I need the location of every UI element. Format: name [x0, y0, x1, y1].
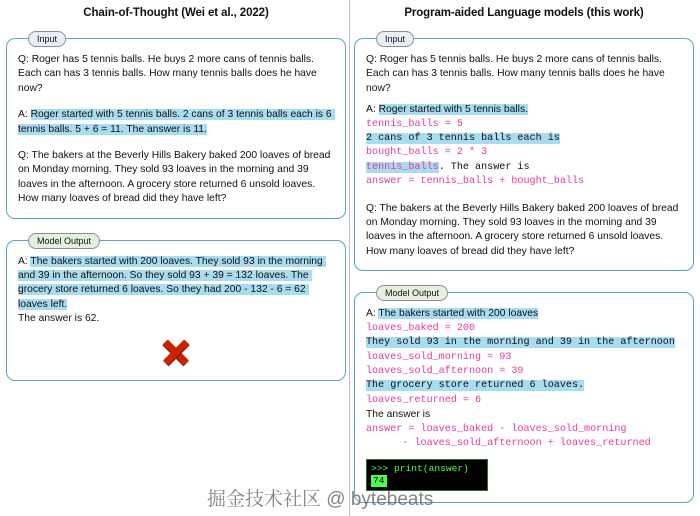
right-output-line-4: loaves_sold_afternoon = 39 — [366, 365, 524, 377]
right-output-line-2: They sold 93 in the morning and 39 in the afternoon — [366, 337, 675, 349]
right-input-question-1: Q: Roger has 5 tennis balls. He buys 2 more cans of tennis balls. Each can has 3 tennis balls. How many tennis balls does he have now? — [366, 54, 668, 94]
left-input-answer-1 — [18, 108, 334, 137]
left-column — [6, 0, 346, 381]
right-output-answer — [366, 307, 682, 321]
right-input-question-2: Q: The bakers at the Beverly Hills Bakery baked 200 loaves of bread on Monday morning. They sold 93 loaves in the morning and 39 loaves in the afternoon. A grocery store returned 6 unsold loaves. How many loaves of bread did they have left? — [366, 202, 682, 257]
left-column-title: Chain-of-Thought (Wei et al., 2022) — [83, 7, 269, 19]
left-output-badge: Model Output — [28, 233, 100, 249]
right-input-code-1: tennis_balls = 5 — [366, 118, 463, 130]
right-output-answer-highlight: The bakers started with 200 loaves — [378, 308, 539, 320]
left-answer-highlight: Roger started with 5 tennis balls. 2 cans of 3 tennis balls each is 6 tennis balls. 5 + 6 = 11. The answer is 11. — [18, 109, 335, 135]
right-output-prefix: A: — [366, 308, 379, 320]
console-prompt-line: >>> print(answer) — [371, 463, 469, 475]
left-input-question-2: Q: The bakers at the Beverly Hills Bakery baked 200 loaves of bread on Monday morning. They sold 93 loaves in the morning and 39 loaves in the afternoon. A grocery store returned 6 unsold loaves. How many loaves of bread did they have left? — [18, 150, 334, 205]
right-output-line-5: The grocery store returned 6 loaves. — [366, 380, 585, 392]
left-output-highlight: The bakers started with 200 loaves. They sold 93 in the morning and 39 in the afternoon. So they sold 93 + 39 = 132 loaves. The grocery store returned 6 loaves. So they had 200 - 132 - 6 = 62 loaves left. — [18, 255, 326, 310]
right-output-line-3: loaves_sold_morning = 93 — [366, 351, 512, 363]
left-answer-prefix: A: — [18, 109, 31, 121]
right-output-line-6: loaves_returned = 6 — [366, 394, 482, 406]
right-answer-highlight: Roger started with 5 tennis balls. — [378, 104, 528, 116]
right-output-line-8: answer = loaves_baked - loaves_sold_morning — [366, 423, 627, 435]
right-column — [354, 0, 694, 503]
left-input-question-1: Q: Roger has 5 tennis balls. He buys 2 more cans of tennis balls. Each can has 3 tennis balls. How many tennis balls does he have now? — [18, 54, 320, 94]
watermark: 掘金技术社区 @ bytebeats — [207, 489, 434, 510]
left-output-answer — [18, 255, 334, 313]
left-input-panel — [6, 38, 346, 219]
red-x-mark-icon — [159, 335, 193, 369]
left-input-badge: Input — [28, 31, 66, 47]
left-output-panel — [6, 240, 346, 381]
left-output-prefix: A: — [18, 255, 31, 267]
right-input-code-4: tennis_balls. The answer is — [366, 161, 530, 173]
right-input-code-3: bought_balls = 2 * 3 — [366, 147, 488, 159]
left-output-tail: The answer is 62. — [18, 313, 100, 325]
right-input-code-5: answer = tennis_balls + bought_balls — [366, 176, 585, 188]
right-output-badge: Model Output — [376, 285, 448, 301]
right-input-answer-1 — [366, 103, 682, 117]
right-output-line-1: loaves_baked = 200 — [366, 322, 476, 334]
right-input-panel — [354, 38, 694, 271]
right-answer-prefix: A: — [366, 104, 379, 116]
right-output-panel — [354, 292, 694, 503]
right-input-badge: Input — [376, 31, 414, 47]
console-answer-line: 74 — [373, 475, 385, 487]
right-output-line-7: The answer is — [366, 409, 431, 421]
right-column-title: Program-aided Language models (this work) — [404, 7, 644, 19]
right-output-line-9: - loaves_sold_afternoon + loaves_returned — [366, 437, 651, 449]
right-input-code-2: 2 cans of 3 tennis balls each is — [366, 133, 560, 145]
column-divider — [349, 0, 350, 516]
